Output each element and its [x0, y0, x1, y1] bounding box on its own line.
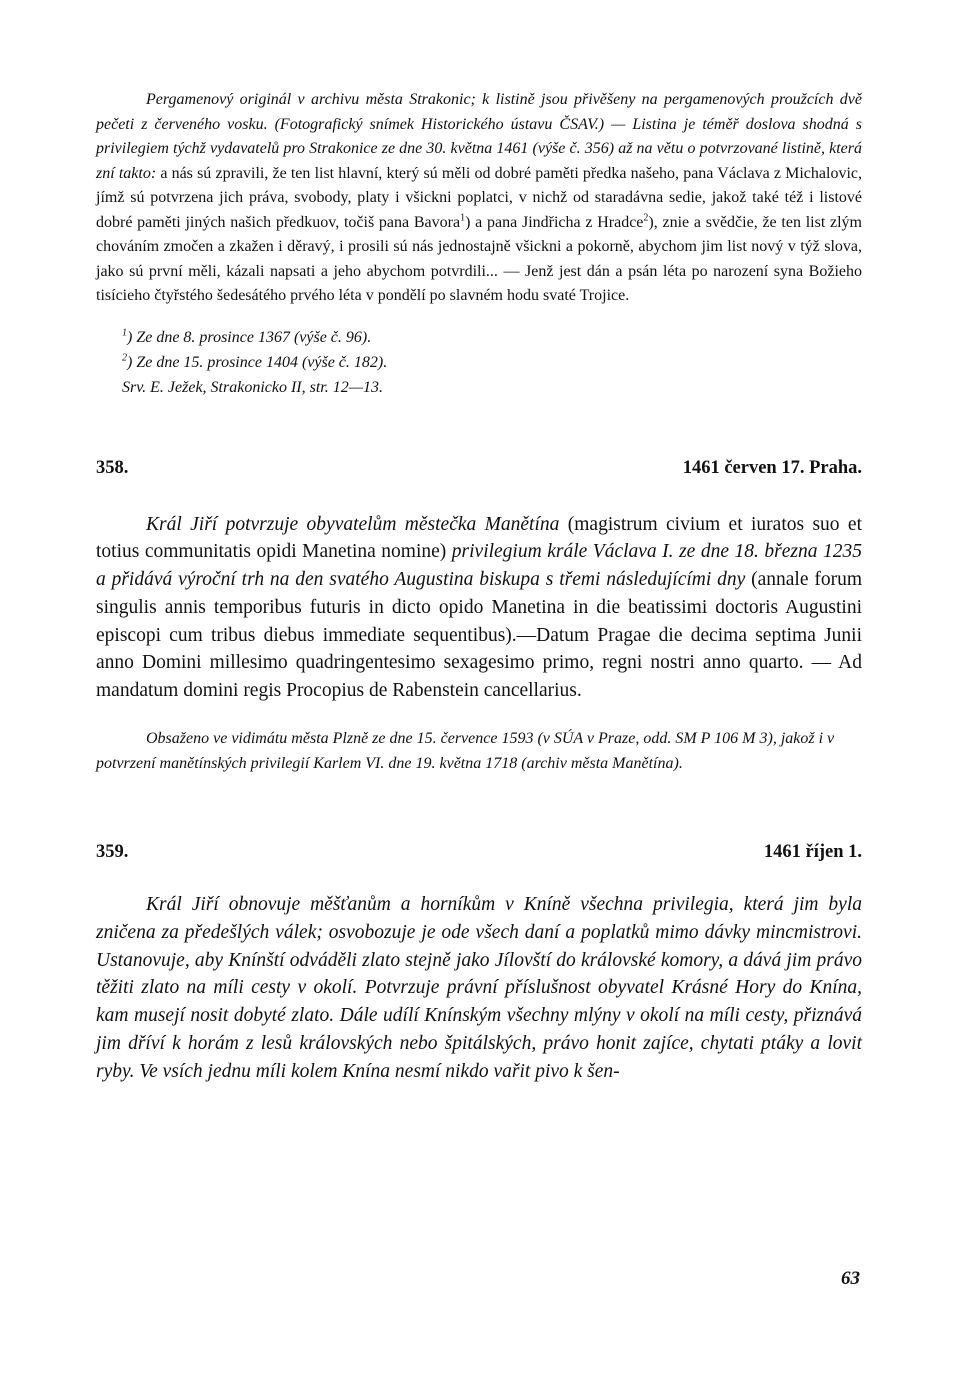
preamble-quote-a: a nás sú zpravili, že ten list hlavní, který sú měli od dobré paměti předka našeho, pana Václava z Michalovic, jímž sú potvrzena jich práva, svobody, platy i všickni poplatci, v nichž od staradávna sedie, jakož také též i listové dobré paměti jiných našich předkuov, točiš pana Bavora [96, 164, 862, 231]
document-358-part-2: (magistrum civium et iuratos suo et totius communitatis opidi Manetina nomine) [96, 513, 862, 563]
footnote-text-1: ) Ze dne 8. prosince 1367 (výše č. 96). [127, 328, 372, 346]
document-358-regest [96, 511, 862, 706]
footnote-ref-2: 2 [643, 212, 649, 224]
preamble-text [96, 88, 862, 309]
preamble-quote-c: ), znie a svědčie, že ten list zlým chováním zmočen a zkažen i děravý, i prosili sú nás jednostajně všickni a pokorně, abychom jim list nový v týž slova, jako sú první měli, kázali napsati a jeho abychom potvrdili... — Jenž jest dán a psán léta po narození syna Božieho tisícieho čtyřstého šedesátého prvého léta v pondělí po slavném hodu svaté Trojice. [96, 213, 862, 304]
document-358-note-text: Obsaženo ve vidimátu města Plzně ze dne 15. července 1593 (v SÚA v Praze, odd. SM P 106 M 3), jakož i v potvrzení manětínských privilegií Karlem VI. dne 19. května 1718 (archiv města Manětína). [96, 730, 835, 772]
page-number: 63 [841, 1268, 860, 1289]
document-358-date: 1461 červen 17. Praha. [682, 457, 862, 478]
reference-note: Srv. E. Ježek, Strakonicko II, str. 12—13. [122, 378, 383, 396]
document-358-part-4: (annale forum singulis annis temporibus futuris in dicto opido Manetina in die beatissimi doctoris Augustini episcopi cum tribus diebus immediate sequentibus).—Datum Pragae die decima septima Junii anno Domini millesimo quadringentesimo sexagesimo primo, regni nostri anno quarto. — Ad mandatum domini regis Procopius de Rabenstein cancellarius. [96, 569, 862, 702]
document-358-part-1: Král Jiří potvrzuje obyvatelům městečka Manětína [146, 513, 560, 535]
document-358-source-note [96, 727, 862, 776]
document-359-number: 359. [96, 842, 129, 863]
document-359-body [96, 891, 862, 1086]
page-content [96, 88, 862, 1086]
document-359-regest: Král Jiří obnovuje měšťanům a horníkům v Kníně všechna privilegia, která jim byla zničena za předešlých válek; osvobozuje je ode všech daní a poplatků mimo dávky mincmistrovi. Ustanovuje, aby Knínští odváděli zlato stejně jako Jílovští do královské komory, a dává jim právo těžiti zlato na míli cesty v okolí. Potvrzuje právní příslušnost obyvatel Krásné Hory do Knína, kam musejí nosit dobyté zlato. Dále udílí Knínským všechny mlýny v okolí na míli cesty, přiznává jim dříví k horám z lesů královských nebo špitálských, právo honit zajíce, chytati ptáky a lovit ryby. Ve vsích jednu míli kolem Knína nesmí nikdo vařit pivo k šen- [96, 894, 862, 1082]
preamble-italic: Pergamenový originál v archivu města Strakonic; k listině jsou přivěšeny na pergamenových proužcích dvě pečeti z červeného vosku. (Fotografický snímek Historického ústavu ČSAV.) — Listina je téměř doslova shodná s privilegiem týchž vydavatelů pro Strakonice ze dne 30. května 1461 (výše č. 356) až na větu o potvrzované listině, která zní takto: [96, 91, 862, 182]
document-359-heading [96, 842, 862, 863]
footnotes [96, 325, 862, 400]
footnote-mark-2: 2 [122, 352, 127, 364]
document-358-body [96, 511, 862, 706]
footnote-mark-1: 1 [122, 327, 127, 339]
document-358-part-3: privilegium krále Václava I. ze dne 18. března 1235 a přidává výroční trh na den svatého Augustina biskupa s třemi následujícími dny [96, 541, 862, 591]
footnote-1 [122, 325, 862, 350]
document-359-date: 1461 říjen 1. [763, 842, 862, 863]
preamble-quote-b: ) a pana Jindřicha z Hradce [465, 213, 644, 231]
document-358-heading [96, 458, 862, 479]
footnote-2 [122, 350, 862, 375]
document-358-number: 358. [96, 457, 129, 478]
preamble-paragraph [96, 88, 862, 309]
footnote-ref-1: 1 [460, 212, 466, 224]
footnote-text-2: ) Ze dne 15. prosince 1404 (výše č. 182). [127, 353, 388, 371]
